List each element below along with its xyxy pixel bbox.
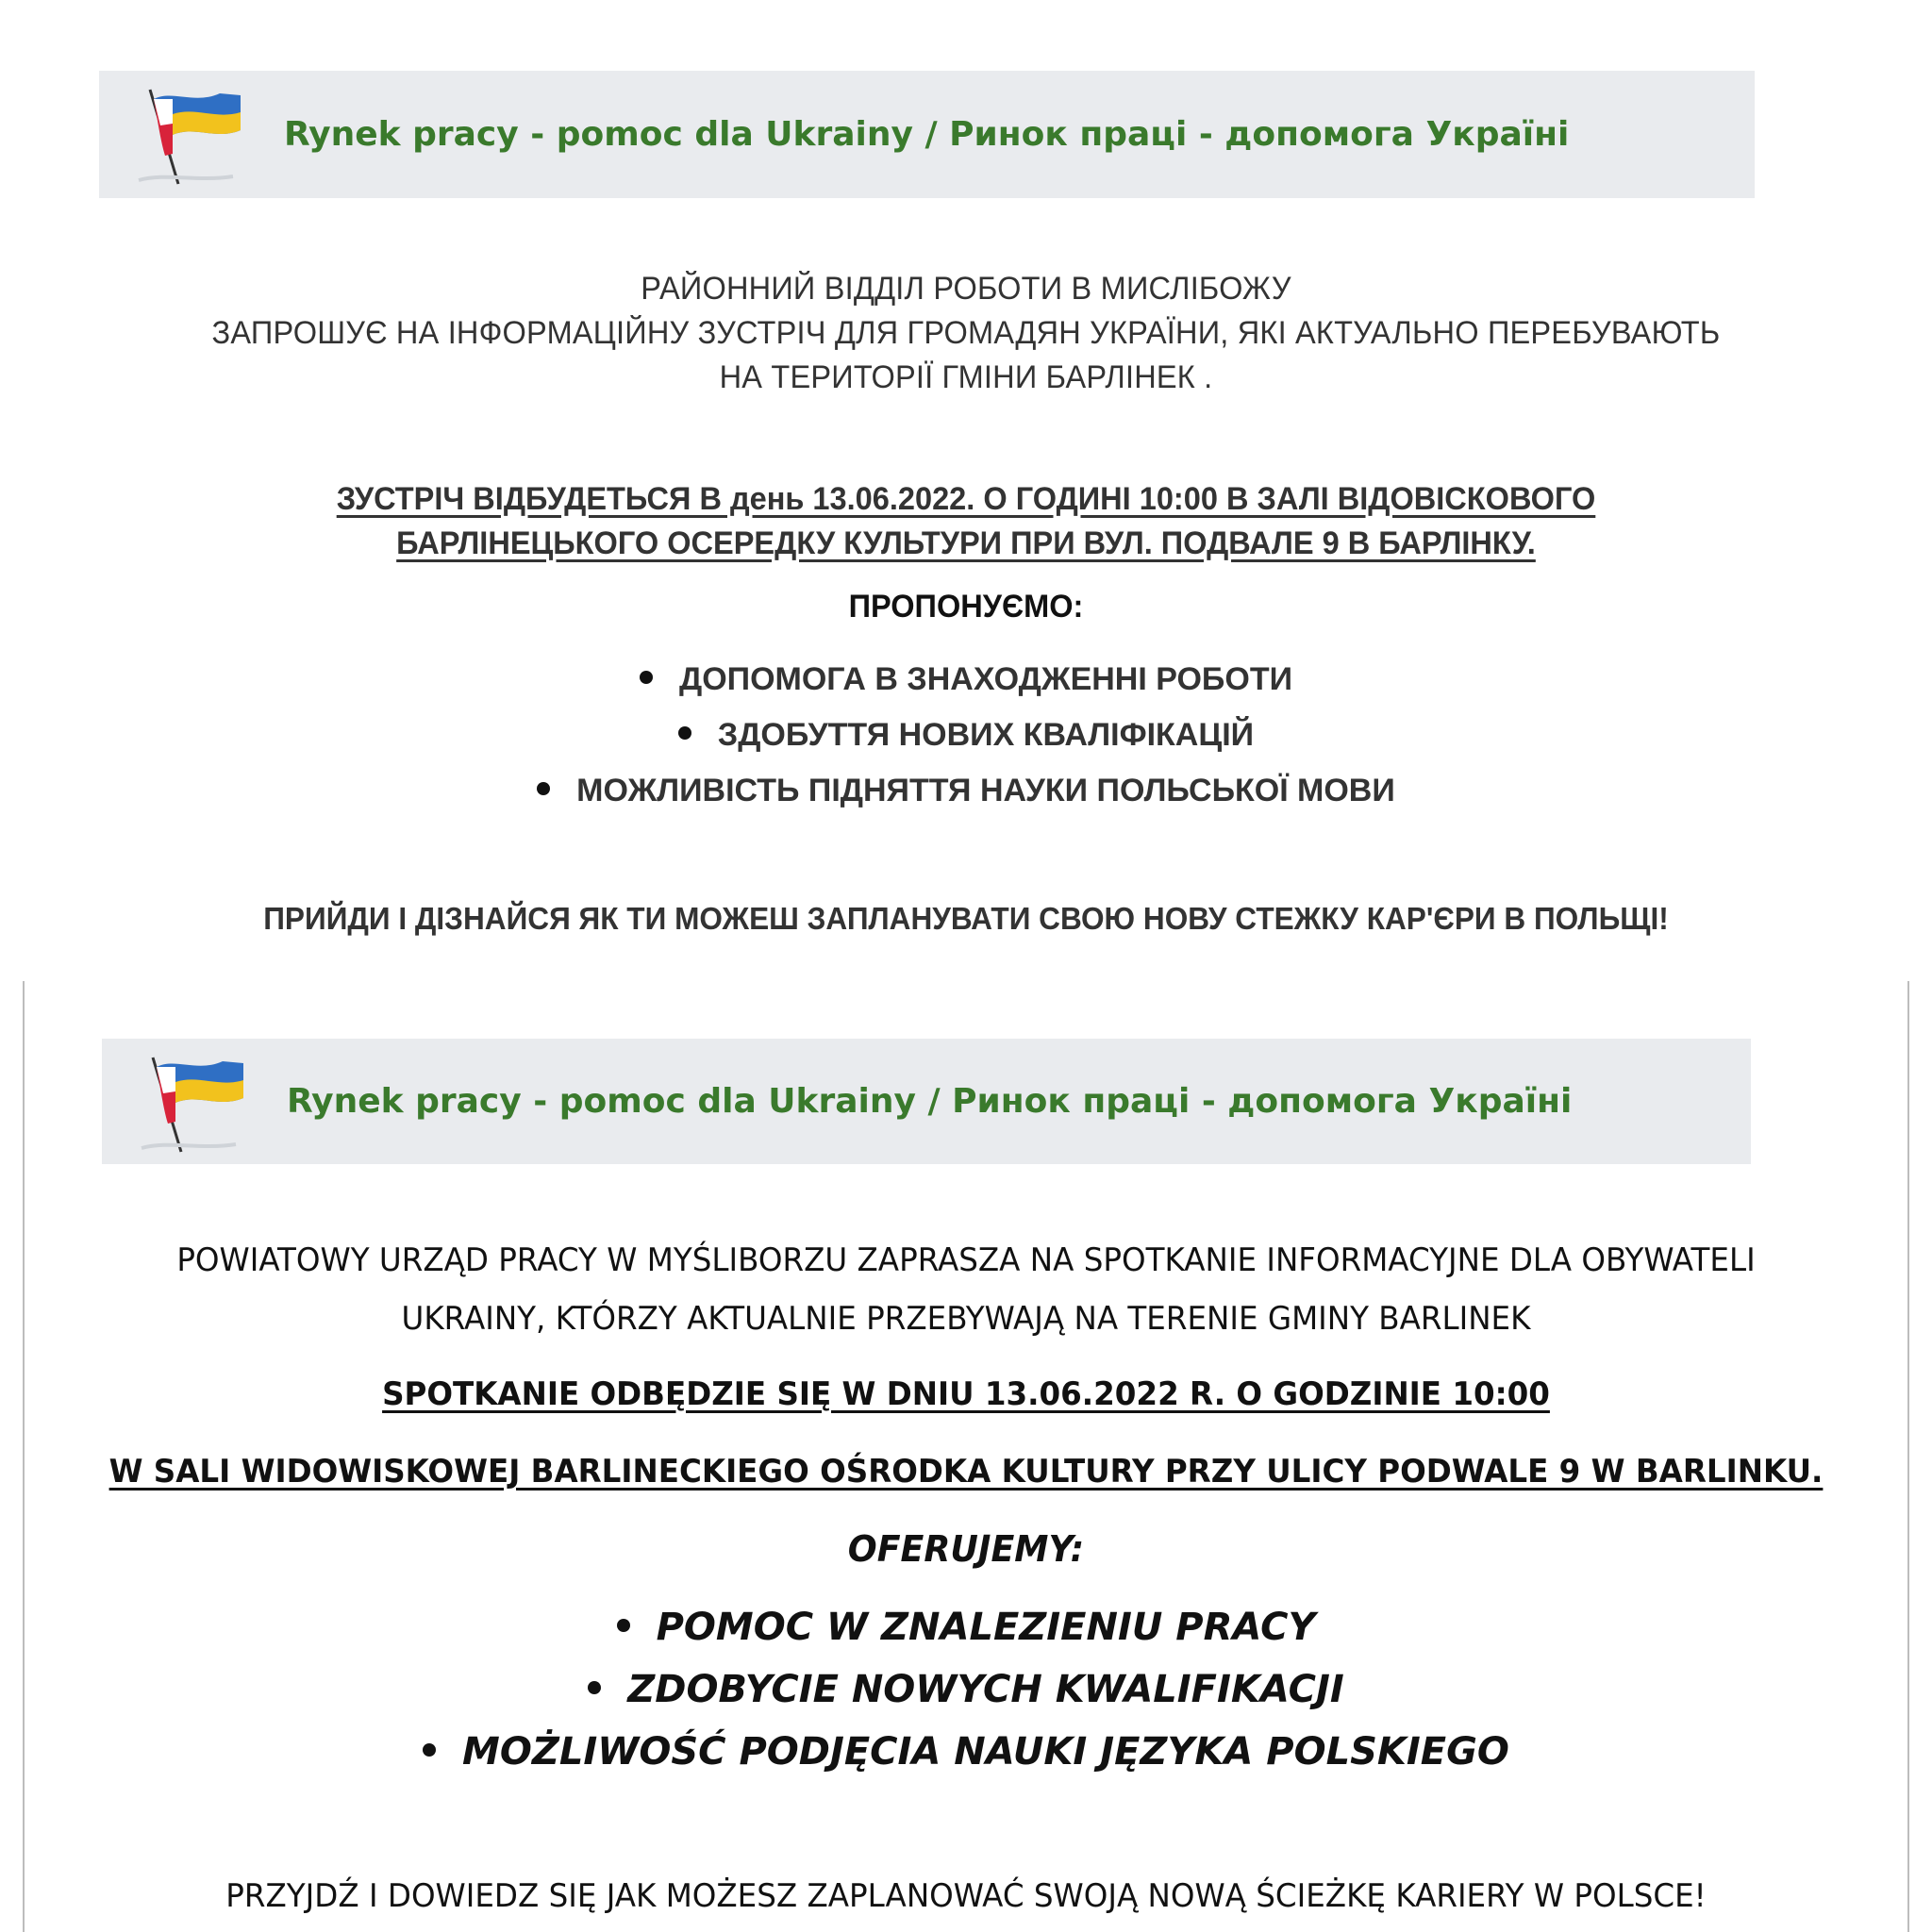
ua-offer-heading: ПРОПОНУЄМО: <box>848 589 1084 625</box>
bullet-icon <box>640 671 653 684</box>
page-edge-left <box>23 981 25 1932</box>
pl-offer-item: MOŻLIWOŚĆ PODJĘCIA NAUKI JĘZYKA POLSKIEGO <box>0 1730 1932 1774</box>
ua-offer-item: МОЖЛИВІСТЬ ПІДНЯТТЯ НАУКИ ПОЛЬСЬКОЇ МОВИ <box>0 773 1932 809</box>
ua-call-to-action: ПРИЙДИ І ДІЗНАЙСЯ ЯК ТИ МОЖЕШ ЗАПЛАНУВАТИ СВОЮ НОВУ СТЕЖКУ КАР'ЄРИ В ПОЛЬЩІ! <box>263 901 1669 936</box>
bullet-icon <box>617 1619 630 1632</box>
ua-intro-line-3: НА ТЕРИТОРІЇ ГМІНИ БАРЛІНЕК . <box>719 359 1213 395</box>
pl-meeting-line-2: W SALI WIDOWISKOWEJ BARLINECKIEGO OŚRODKA KULTURY PRZY ULICY PODWALE 9 W BARLINKU. <box>108 1453 1824 1491</box>
pl-intro-line-1: POWIATOWY URZĄD PRACY W MYŚLIBORZU ZAPRASZA NA SPOTKANIE INFORMACYJNE DLA OBYWATELI <box>176 1241 1756 1279</box>
banner-title: Rynek pracy - pomoc dla Ukrainy / Ринок праці - допомога Україні <box>287 1082 1573 1121</box>
ua-meeting-line-1: ЗУСТРІЧ ВІДБУДЕТЬСЯ В день 13.06.2022. О ГОДИНІ 10:00 В ЗАЛІ ВІДОВІСКОВОГО <box>336 481 1596 517</box>
ua-intro-line-2: ЗАПРОШУЄ НА ІНФОРМАЦІЙНУ ЗУСТРІЧ ДЛЯ ГРОМАДЯН УКРАЇНИ, ЯКІ АКТУАЛЬНО ПЕРЕБУВАЮТЬ <box>211 315 1721 351</box>
bullet-icon <box>537 782 550 795</box>
bullet-icon <box>678 726 691 740</box>
pl-offer-heading: OFERUJEMY: <box>847 1528 1085 1570</box>
ua-offer-item: ЗДОБУТТЯ НОВИХ КВАЛІФІКАЦІЙ <box>0 717 1932 754</box>
bullet-icon <box>423 1743 436 1757</box>
pl-offer-item: POMOC W ZNALEZIENIU PRACY <box>0 1606 1932 1649</box>
ua-intro-line-1: РАЙОННИЙ ВІДДІЛ РОБОТИ В МИСЛІБОЖУ <box>641 271 1291 307</box>
pl-call-to-action: PRZYJDŹ I DOWIEDZ SIĘ JAK MOŻESZ ZAPLANOWAĆ SWOJĄ NOWĄ ŚCIEŻKĘ KARIERY W POLSCE! <box>225 1877 1707 1915</box>
banner-title: Rynek pracy - pomoc dla Ukrainy / Ринок праці - допомога Україні <box>284 115 1570 154</box>
ua-meeting-line-2: БАРЛІНЕЦЬКОГО ОСЕРЕДКУ КУЛЬТУРИ ПРИ ВУЛ. ПОДВАЛЕ 9 В БАРЛІНКУ. <box>396 525 1536 561</box>
bullet-icon <box>588 1681 601 1694</box>
page-edge-right <box>1907 981 1909 1932</box>
flag-icon <box>132 1046 259 1159</box>
banner-header-bottom <box>102 1039 1751 1164</box>
banner-header-top <box>99 71 1755 198</box>
pl-intro-line-2: UKRAINY, KTÓRZY AKTUALNIE PRZEBYWAJĄ NA TERENIE GMINY BARLINEK <box>401 1300 1531 1338</box>
pl-meeting-line-1: SPOTKANIE ODBĘDZIE SIĘ W DNIU 13.06.2022 R. O GODZINIE 10:00 <box>382 1375 1550 1413</box>
flag-icon <box>129 78 257 192</box>
pl-offer-item: ZDOBYCIE NOWYCH KWALIFIKACJI <box>0 1668 1932 1711</box>
ua-offer-item: ДОПОМОГА В ЗНАХОДЖЕННІ РОБОТИ <box>0 661 1932 698</box>
